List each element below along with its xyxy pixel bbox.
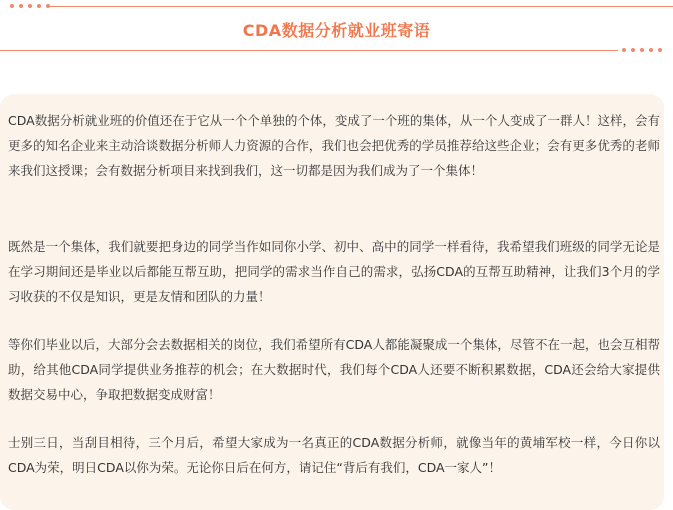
bottom-right-dots xyxy=(622,48,662,52)
paragraph-1: CDA数据分析就业班的价值还在于它从一个个单独的个体，变成了一个班的集体，从一个人变成了一群人！这样，会有更多的知名企业来主动洽谈数据分析师人力资源的合作，我们也会把优秀的学员推荐给这些企业；会有更多优秀的老师来我们这授课；会有数据分析项目来找到我们，这一切都是因为我们成为了一个集体！ xyxy=(8,113,660,178)
paragraph-3: 等你们毕业以后，大部分会去数据相关的岗位，我们希望所有CDA人都能凝聚成一个集体，尽管不在一起，也会互相帮助，给其他CDA同学提供业务推荐的机会；在大数据时代，我们每个CDA人还要不断积累数据，CDA还会给大家提供数据交易中心，争取把数据变成财富！ xyxy=(8,337,660,402)
message-card xyxy=(0,94,664,510)
top-left-dots xyxy=(10,4,50,8)
bottom-divider xyxy=(0,50,618,51)
paragraph-4: 士别三日，当刮目相待，三个月后，希望大家成为一名真正的CDA数据分析师，就像当年的黄埔军校一样，今日你以CDA为荣，明日CDA以你为荣。无论你日后在何方，请记住“背后有我们，CDA一家人”！ xyxy=(8,435,660,475)
paragraph-2: 既然是一个集体，我们就要把身边的同学当作如同你小学、初中、高中的同学一样看待，我希望我们班级的同学无论是在学习期间还是毕业以后都能互帮互助，把同学的需求当作自己的需求，弘扬CDA的互帮互助精神，让我们3个月的学习收获的不仅是知识，更是友情和团队的力量！ xyxy=(8,239,660,304)
page-title: CDA数据分析就业班寄语 xyxy=(242,21,431,40)
top-divider xyxy=(48,6,673,7)
